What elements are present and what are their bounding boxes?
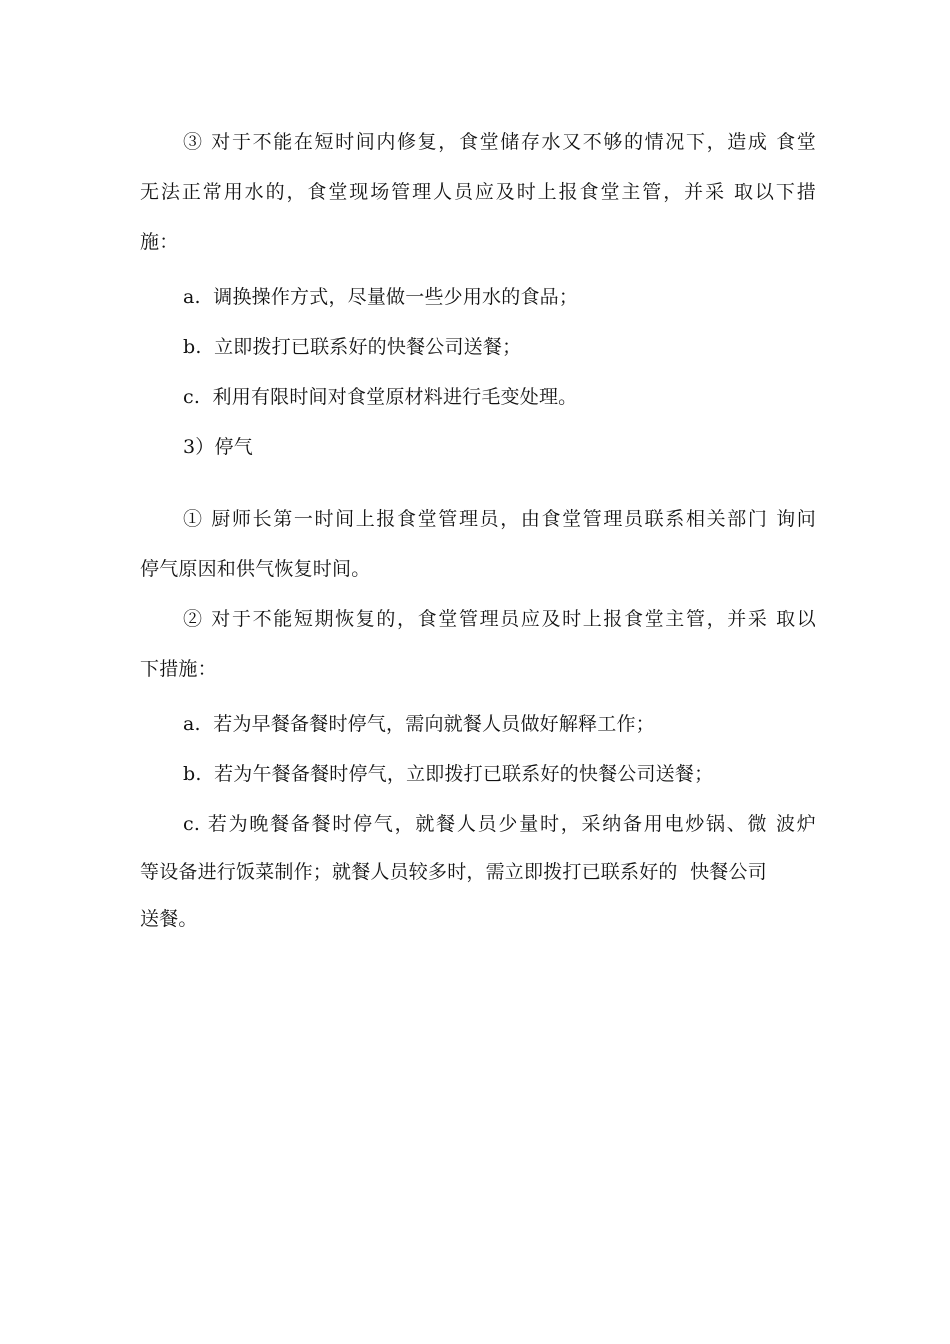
paragraph-gas-2-line-2: 下措施：: [140, 658, 217, 680]
list-item-gas-c-line-1: c. 若为晚餐备餐时停气，就餐人员少量时，采纳备用电炒锅、微 波炉: [183, 813, 816, 835]
paragraph-gas-1-line-1: ① 厨师长第一时间上报食堂管理员，由食堂管理员联系相关部门 询问: [183, 508, 816, 530]
list-item-water-a: a. 调换操作方式，尽量做一些少用水的食品；: [183, 286, 579, 308]
paragraph-gas-1-line-2: 停气原因和供气恢复时间。: [140, 558, 371, 580]
list-item-gas-c-line-2: 等设备进行饭菜制作；就餐人员较多时，需立即拨打已联系好的 快餐公司: [140, 861, 767, 883]
paragraph-water-3-line-1: ③ 对于不能在短时间内修复，食堂储存水又不够的情况下，造成 食堂: [183, 131, 816, 153]
list-item-water-c: c. 利用有限时间对食堂原材料进行毛变处理。: [183, 386, 578, 408]
list-item-gas-a: a. 若为早餐备餐时停气，需向就餐人员做好解释工作；: [183, 713, 655, 735]
paragraph-gas-2-line-1: ② 对于不能短期恢复的，食堂管理员应及时上报食堂主管，并采 取以: [183, 608, 816, 630]
paragraph-water-3-line-2: 无法正常用水的，食堂现场管理人员应及时上报食堂主管，并采 取以下措: [140, 181, 816, 203]
section-heading-gas-outage: 3）停气: [183, 436, 253, 458]
list-item-gas-c-line-3: 送餐。: [140, 908, 198, 930]
list-item-gas-b: b. 若为午餐备餐时停气，立即拨打已联系好的快餐公司送餐；: [183, 763, 714, 785]
list-item-water-b: b. 立即拨打已联系好的快餐公司送餐；: [183, 336, 522, 358]
paragraph-water-3-line-3: 施：: [140, 231, 179, 253]
